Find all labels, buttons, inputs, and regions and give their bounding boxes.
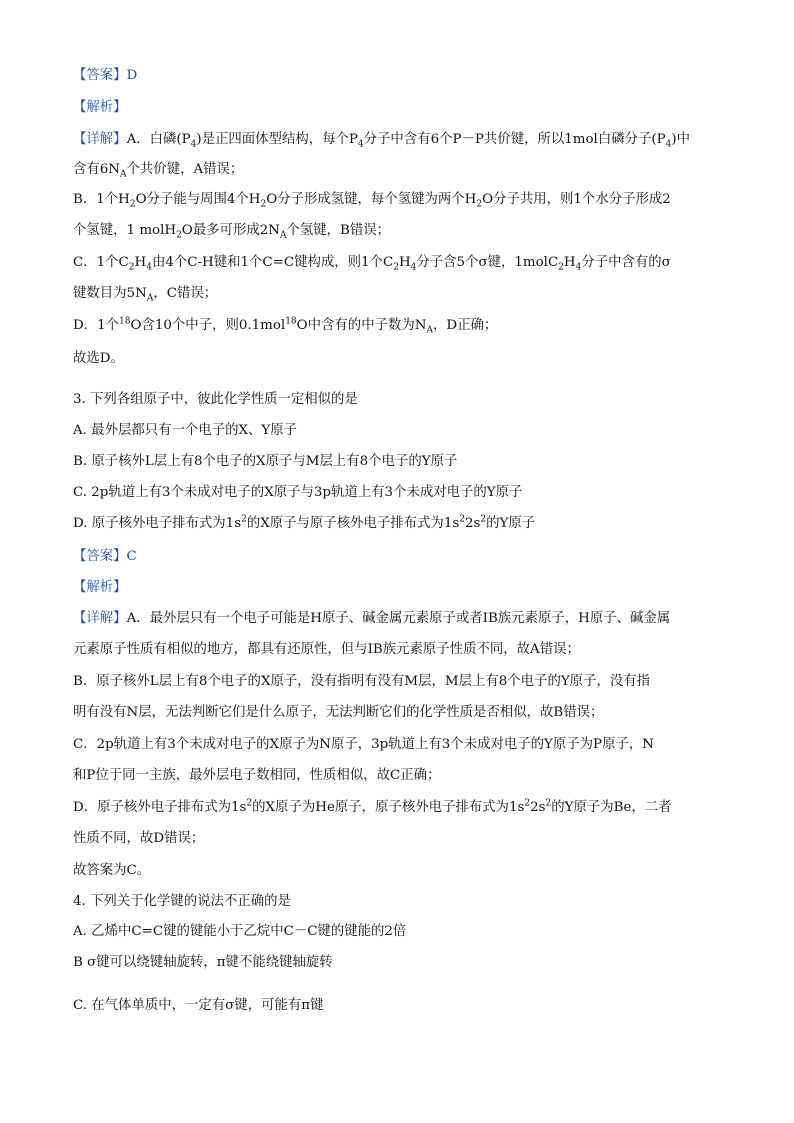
text-line: B. 原子核外L层上有8个电子的X原子与M层上有8个电子的Y原子: [73, 454, 458, 469]
text-line: D. 原子核外电子排布式为$1s^2$的X原子与原子核外电子排布式为$1s^22s^2$的Y原子: [73, 514, 536, 531]
text-line: D．1个$^{18}$O含10个中子，则0.1mol$^{18}$O中含有的中子数为$N_A$，D正确；: [73, 316, 498, 336]
text-line: A. 乙烯中C=C键的键能小于乙烷中C－C键的键能的2倍: [73, 924, 407, 939]
text-line: C．2p轨道上有3个未成对电子的X原子为N原子，3p轨道上有3个未成对电子的Y原子为P原子，N: [73, 737, 654, 752]
text-line: C. 2p轨道上有3个未成对电子的X原子与3p轨道上有3个未成对电子的Y原子: [73, 485, 523, 500]
text-line: 故答案为C。: [73, 863, 151, 878]
text-line: B．原子核外L层上有8个电子的X原子，没有指明有没有M层，M层上有8个电子的Y原子，没有指: [73, 674, 651, 689]
text-line: 【答案】D: [73, 68, 138, 83]
text-line: D．原子核外电子排布式为$1s^2$的X原子为He原子，原子核外电子排布式为$1s^22s^2$的Y原子为Be，二者: [73, 798, 672, 815]
text-line: B σ键可以绕键轴旋转，π键不能绕键轴旋转: [73, 955, 333, 970]
text-line: 【详解】A．白磷$(P_4)$是正四面体型结构，每个$P_4$分子中含有6个P－P共价键，所以1mol白磷分子$(P_4)$中: [73, 132, 690, 150]
text-line: 故选D。: [73, 351, 124, 366]
text-line: 【答案】C: [73, 549, 137, 564]
text-line: 明有没有N层，无法判断它们是什么原子，无法判断它们的化学性质是否相似，故B错误；: [73, 705, 604, 720]
text-line: B．1个$H_2O$分子能与周围4个$H_2O$分子形成氢键，每个氢键为两个$H_2O$分子共用，则1个水分子形成2: [73, 192, 671, 210]
text-line: A. 最外层都只有一个电子的X、Y原子: [73, 423, 298, 438]
text-line: 4. 下列关于化学键的说法不正确的是: [73, 894, 291, 909]
text-line: C. 在气体单质中，一定有σ键，可能有π键: [73, 998, 324, 1013]
text-line: 键数目为$5N_A$，C错误；: [73, 286, 218, 304]
text-line: 【解析】: [73, 580, 127, 595]
text-line: 3. 下列各组原子中，彼此化学性质一定相似的是: [73, 392, 358, 407]
text-line: 和P位于同一主族，最外层电子数相同，性质相似，故C正确；: [73, 768, 441, 783]
text-line: C．1个$C_2H_4$由4个C-H键和1个C=C键构成，则1个$C_2H_4$分子含5个σ键，$1molC_2H_4$分子中含有的σ: [73, 255, 671, 273]
text-line: 元素原子性质有相似的地方，都具有还原性，但与ⅠB族元素原子性质不同，故A错误；: [73, 642, 580, 657]
text-line: 个氢键，1 molH$_2$O最多可形成$2N_A$个氢键，B错误；: [73, 223, 391, 241]
text-line: 【详解】A．最外层只有一个电子可能是H原子、碱金属元素原子或者ⅠB族元素原子，H原子、碱金属: [73, 611, 671, 626]
text-line: 性质不同，故D错误；: [73, 831, 205, 846]
text-line: 【解析】: [73, 100, 127, 115]
text-line: 含有$6N_A$个共价键，A错误；: [73, 162, 244, 180]
